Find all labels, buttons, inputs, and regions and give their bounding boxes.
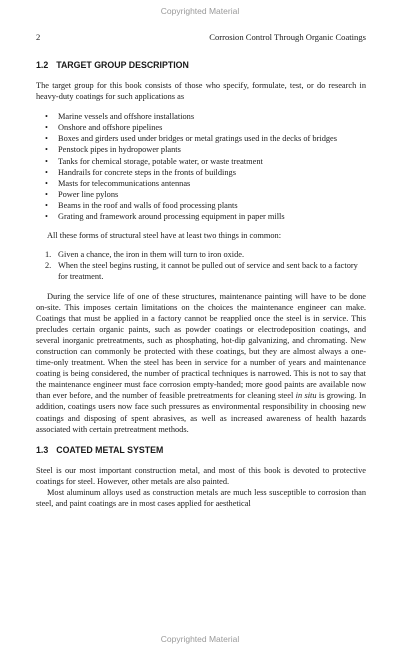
list-item <box>36 144 366 155</box>
bullet-icon: • <box>45 200 48 210</box>
copyright-watermark-bottom: Copyrighted Material <box>160 634 240 644</box>
in-situ-italic: in situ <box>295 391 317 401</box>
bullet-icon: • <box>45 145 48 155</box>
item-number: 2. <box>45 261 52 271</box>
numbered-item-text: Given a chance, the iron in them will turn to iron oxide. <box>58 250 245 260</box>
bullet-icon: • <box>45 178 48 188</box>
running-head <box>36 32 366 43</box>
common-things-list <box>36 249 366 282</box>
target-group-intro: The target group for this book consists of those who specify, formulate, test, or do research in heavy-duty coatings for such applications as <box>36 81 366 102</box>
list-item-text: Handrails for concrete steps in the fronts of buildings <box>58 167 236 177</box>
list-item <box>36 111 366 122</box>
section-title: COATED METAL SYSTEM <box>56 444 164 455</box>
bullet-icon: • <box>45 189 48 199</box>
list-item <box>36 133 366 144</box>
document-page <box>36 32 366 509</box>
list-item-text: Marine vessels and offshore installations <box>58 112 195 122</box>
section-number: 1.3 <box>36 444 49 455</box>
section-title: TARGET GROUP DESCRIPTION <box>56 60 189 70</box>
list-item <box>36 156 366 167</box>
bullet-icon: • <box>45 123 48 133</box>
list-item-text: Beams in the roof and walls of food processing plants <box>58 200 238 210</box>
maintenance-text-end: is growing. In addition, coatings users now face such pressures as environmental responsibility in choosing new coatings and disposing of spent abrasives, as well as increased awareness of health hazards associated with certain pretreatment methods. <box>36 391 366 434</box>
list-item <box>36 189 366 200</box>
maintenance-paragraph <box>36 291 366 435</box>
section-number: 1.2 <box>36 60 49 70</box>
list-item <box>36 178 366 189</box>
copyright-watermark-top: Copyrighted Material <box>160 6 240 16</box>
list-item-text: Grating and framework around processing equipment in paper mills <box>58 212 285 222</box>
bullet-icon: • <box>45 134 48 144</box>
list-item <box>36 211 366 222</box>
common-things-intro: All these forms of structural steel have at least two things in common: <box>47 231 282 241</box>
steel-paragraph: Steel is our most important construction metal, and most of this book is devoted to protective coatings for steel. However, other metals are also painted. <box>36 465 366 486</box>
section-heading-1-2 <box>36 60 366 71</box>
bullet-icon: • <box>45 212 48 222</box>
list-item <box>36 167 366 178</box>
page-number: 2 <box>36 32 41 42</box>
list-item-text: Power line pylons <box>58 189 119 199</box>
bullet-icon: • <box>45 167 48 177</box>
list-item-text: Penstock pipes in hydropower plants <box>58 145 181 155</box>
bullet-icon: • <box>45 156 48 166</box>
section-heading-1-3 <box>36 445 366 456</box>
maintenance-text-start: During the service life of one of these structures, maintenance painting will have to be done on-site. This imposes certain limitations on the choices the maintenance engineer can make. Coatings that must be applied in a factory cannot be reapplied once the steel is in service. This precludes certain organic paints, such as powder coatings or electrodeposition coatings, and several inorganic pretreatments, such as phosphating, hot-dip galvanizing, and chromating. New construction can commonly be protected with these coatings, but they are almost always a one-time-only treatment. When the steel has been in service for a number of years and maintenance coating is being considered, the number of practical techniques is narrowed. This is not to say that the maintenance engineer must face corrosion empty-handed; more good paints are available now than ever before, and the number of feasible pretreatments for cleaning steel <box>36 291 366 401</box>
list-item <box>36 122 366 133</box>
numbered-item-text: When the steel begins rusting, it cannot be pulled out of service and sent back to a factory for treatment. <box>58 261 358 282</box>
list-item-text: Tanks for chemical storage, potable water, or waste treatment <box>58 156 263 166</box>
item-number: 1. <box>45 250 52 260</box>
aluminum-paragraph: Most aluminum alloys used as construction metals are much less susceptible to corrosion than steel, and paint coatings are in most cases applied for aesthetical <box>36 487 366 508</box>
list-item-text: Boxes and girders used under bridges or metal gratings used in the decks of bridges <box>58 134 337 144</box>
list-item-text: Masts for telecommunications antennas <box>58 178 191 188</box>
numbered-item <box>36 260 366 282</box>
book-title: Corrosion Control Through Organic Coatings <box>209 32 366 42</box>
list-item <box>36 200 366 211</box>
bullet-icon: • <box>45 112 48 122</box>
numbered-item <box>36 249 366 260</box>
list-item-text: Onshore and offshore pipelines <box>58 123 163 133</box>
applications-list <box>36 111 366 222</box>
